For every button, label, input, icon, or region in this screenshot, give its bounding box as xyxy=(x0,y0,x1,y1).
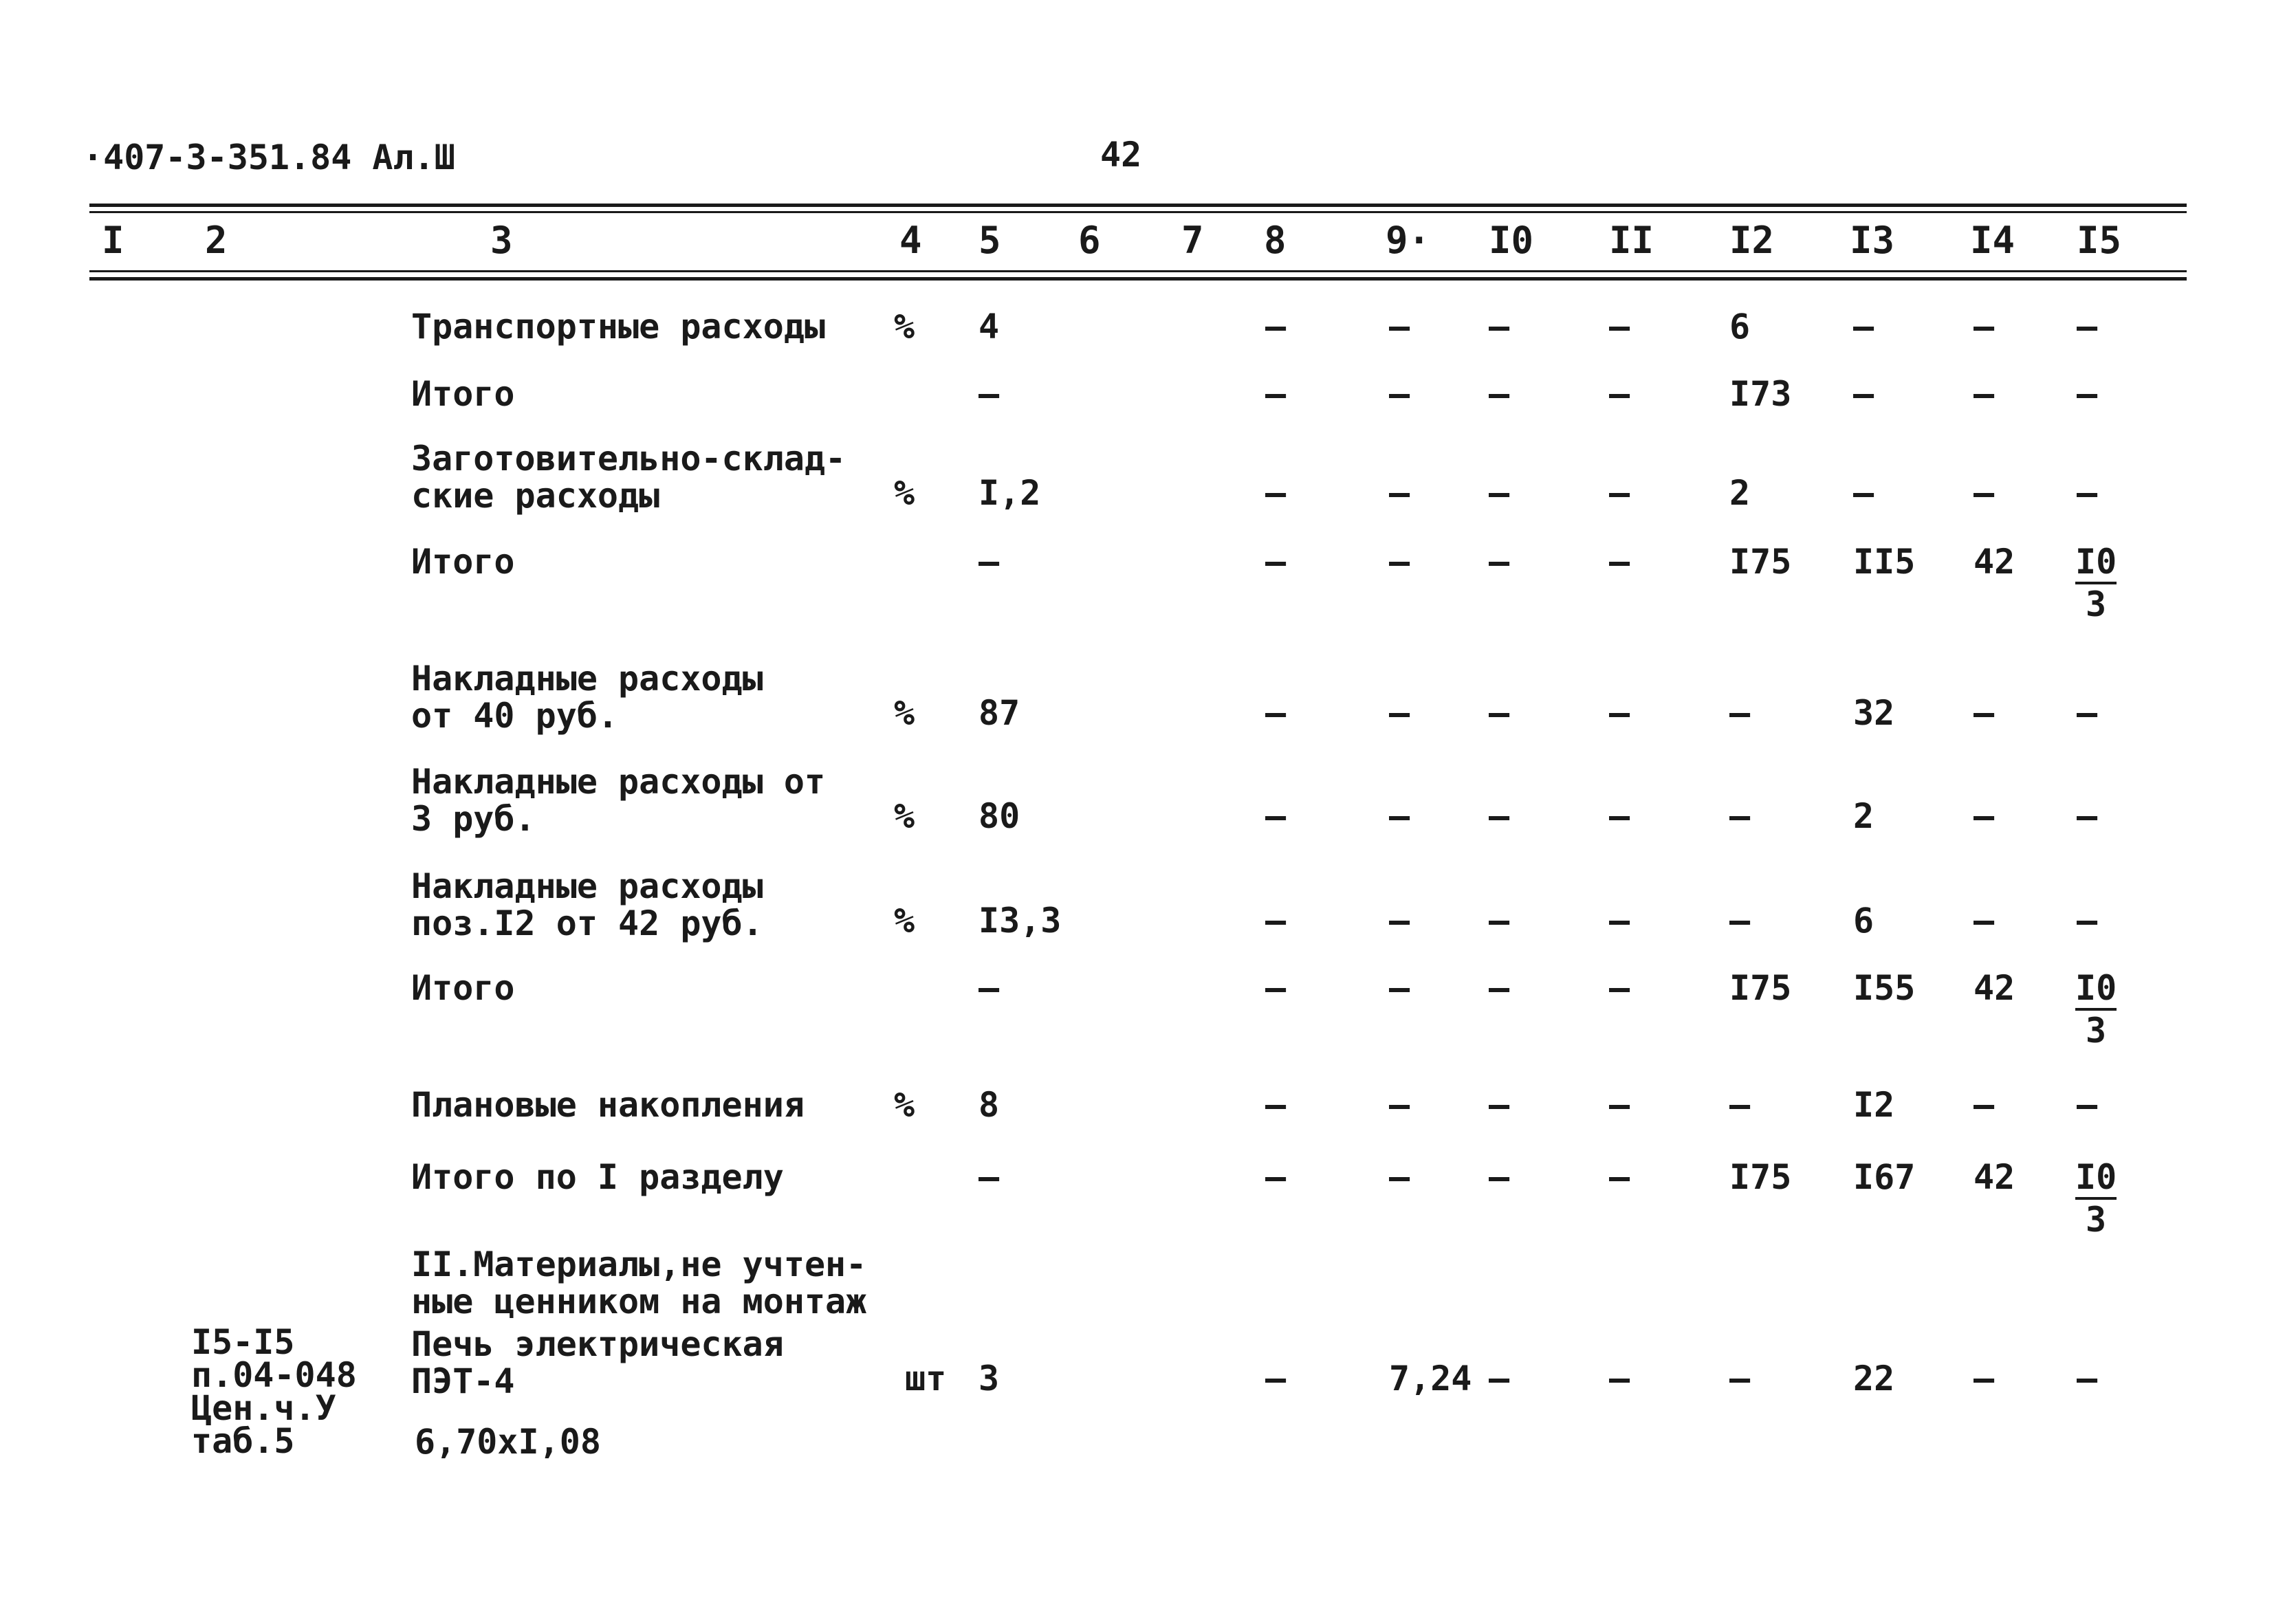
col9-cell: – xyxy=(1389,1157,1410,1197)
col5-cell: 4 xyxy=(979,307,1000,347)
col8-cell: – xyxy=(1265,542,1287,582)
row-label: Накладные расходы от 3 руб. xyxy=(411,762,826,839)
row-label: Транспортные расходы xyxy=(411,307,826,347)
fraction-numerator: I0 xyxy=(2075,1157,2117,1200)
col9-cell: – xyxy=(1389,796,1410,836)
col5-cell: – xyxy=(979,374,1000,414)
column-number-11: II xyxy=(1609,219,1654,262)
col12-cell: 6 xyxy=(1729,307,1751,347)
col14-cell: – xyxy=(1974,473,1995,513)
col8-cell: – xyxy=(1265,473,1287,513)
col15-fraction xyxy=(2075,968,2117,1051)
col12-cell: – xyxy=(1729,901,1751,941)
section-heading: II.Материалы,не учтен- ные ценником на монтаж xyxy=(411,1244,867,1321)
col11-cell: – xyxy=(1609,374,1630,414)
col5-cell: – xyxy=(979,968,1000,1008)
col12-cell: – xyxy=(1729,1359,1751,1398)
col10-cell: – xyxy=(1489,968,1510,1008)
col10-cell: – xyxy=(1489,473,1510,513)
column-number-12: I2 xyxy=(1729,219,1775,262)
unit-cell: % xyxy=(894,307,915,347)
column-number-6: 6 xyxy=(1078,219,1101,262)
row-label: Печь электрическая ПЭТ-4 xyxy=(411,1324,784,1401)
col5-cell: 80 xyxy=(979,796,1020,836)
col9-cell: 7,24 xyxy=(1389,1359,1472,1398)
col13-cell: 32 xyxy=(1853,693,1895,733)
table-top-rule-thin xyxy=(89,211,2187,213)
col11-cell: – xyxy=(1609,901,1630,941)
col11-cell: – xyxy=(1609,1157,1630,1197)
col10-cell: – xyxy=(1489,693,1510,733)
unit-cell: % xyxy=(894,901,915,941)
col11-cell: – xyxy=(1609,542,1630,582)
col12-cell: 2 xyxy=(1729,473,1751,513)
unit-cell: % xyxy=(894,693,915,733)
row-label: Итого по I разделу xyxy=(411,1157,784,1197)
column-number-8: 8 xyxy=(1264,219,1287,262)
column-number-4: 4 xyxy=(899,219,922,262)
col13-cell: I2 xyxy=(1853,1085,1895,1125)
column-number-15: I5 xyxy=(2077,219,2122,262)
price-formula: 6,70хI,08 xyxy=(415,1422,601,1462)
fraction-denominator: 3 xyxy=(2086,584,2107,624)
price-reference: I5-I5 п.04-048 Цен.ч.У таб.5 xyxy=(191,1322,357,1461)
col14-cell: – xyxy=(1974,693,1995,733)
row-label: Плановые накопления xyxy=(411,1085,805,1125)
col15-fraction xyxy=(2075,1157,2117,1240)
col14-cell: – xyxy=(1974,1085,1995,1125)
col12-cell: – xyxy=(1729,693,1751,733)
col14-cell: 42 xyxy=(1974,1157,2015,1197)
col9-cell: – xyxy=(1389,693,1410,733)
col15-cell: – xyxy=(2077,796,2098,836)
col8-cell: – xyxy=(1265,307,1287,347)
col12-cell: I75 xyxy=(1729,542,1792,582)
col11-cell: – xyxy=(1609,307,1630,347)
col9-cell: – xyxy=(1389,307,1410,347)
col10-cell: – xyxy=(1489,374,1510,414)
col11-cell: – xyxy=(1609,1359,1630,1398)
col9-cell: – xyxy=(1389,374,1410,414)
unit-cell: % xyxy=(894,1085,915,1125)
col15-cell: – xyxy=(2077,473,2098,513)
fraction-numerator: I0 xyxy=(2075,542,2117,584)
col14-cell: – xyxy=(1974,307,1995,347)
col14-cell: – xyxy=(1974,374,1995,414)
col12-cell: I75 xyxy=(1729,968,1792,1008)
col15-fraction xyxy=(2075,542,2117,624)
unit-cell: % xyxy=(894,473,915,513)
col9-cell: – xyxy=(1389,901,1410,941)
col8-cell: – xyxy=(1265,1359,1287,1398)
col14-cell: 42 xyxy=(1974,542,2015,582)
col15-cell: – xyxy=(2077,901,2098,941)
column-number-14: I4 xyxy=(1970,219,2015,262)
col8-cell: – xyxy=(1265,374,1287,414)
document-code: ·407-3-351.84 Ал.Ш xyxy=(83,138,455,177)
unit-cell: % xyxy=(894,796,915,836)
col8-cell: – xyxy=(1265,693,1287,733)
col9-cell: – xyxy=(1389,542,1410,582)
col14-cell: – xyxy=(1974,901,1995,941)
col10-cell: – xyxy=(1489,1157,1510,1197)
col5-cell: I3,3 xyxy=(979,901,1062,941)
column-number-5: 5 xyxy=(979,219,1001,262)
col11-cell: – xyxy=(1609,693,1630,733)
col13-cell: – xyxy=(1853,307,1874,347)
header-bottom-rule xyxy=(89,277,2187,281)
col13-cell: – xyxy=(1853,473,1874,513)
unit-cell: шт xyxy=(905,1359,947,1398)
col12-cell: I73 xyxy=(1729,374,1792,414)
col13-cell: I67 xyxy=(1853,1157,1916,1197)
col13-cell: 6 xyxy=(1853,901,1874,941)
col15-cell: – xyxy=(2077,374,2098,414)
row-label: Итого xyxy=(411,542,515,582)
col8-cell: – xyxy=(1265,968,1287,1008)
col14-cell: – xyxy=(1974,1359,1995,1398)
col11-cell: – xyxy=(1609,473,1630,513)
row-label: Итого xyxy=(411,968,515,1008)
col11-cell: – xyxy=(1609,796,1630,836)
col9-cell: – xyxy=(1389,473,1410,513)
col8-cell: – xyxy=(1265,901,1287,941)
col9-cell: – xyxy=(1389,1085,1410,1125)
column-number-10: I0 xyxy=(1489,219,1534,262)
row-label: Заготовительно-склад- ские расходы xyxy=(411,439,846,516)
col14-cell: – xyxy=(1974,796,1995,836)
col10-cell: – xyxy=(1489,1359,1510,1398)
fraction-numerator: I0 xyxy=(2075,968,2117,1011)
col5-cell: 3 xyxy=(979,1359,1000,1398)
fraction-denominator: 3 xyxy=(2086,1200,2107,1240)
col5-cell: – xyxy=(979,542,1000,582)
col5-cell: I,2 xyxy=(979,473,1041,513)
col10-cell: – xyxy=(1489,901,1510,941)
col8-cell: – xyxy=(1265,796,1287,836)
col5-cell: 8 xyxy=(979,1085,1000,1125)
col15-cell: – xyxy=(2077,1359,2098,1398)
col15-cell: – xyxy=(2077,307,2098,347)
col15-cell: – xyxy=(2077,693,2098,733)
col13-cell: I55 xyxy=(1853,968,1916,1008)
row-label: Накладные расходы поз.I2 от 42 руб. xyxy=(411,866,763,943)
col9-cell: – xyxy=(1389,968,1410,1008)
table-top-rule xyxy=(89,204,2187,207)
col10-cell: – xyxy=(1489,796,1510,836)
col5-cell: 87 xyxy=(979,693,1020,733)
col13-cell: II5 xyxy=(1853,542,1916,582)
col8-cell: – xyxy=(1265,1085,1287,1125)
col12-cell: – xyxy=(1729,1085,1751,1125)
page-number: 42 xyxy=(1100,135,1142,175)
col13-cell: 2 xyxy=(1853,796,1874,836)
row-label: Итого xyxy=(411,374,515,414)
col10-cell: – xyxy=(1489,307,1510,347)
header-bottom-rule-thin xyxy=(89,270,2187,272)
column-number-13: I3 xyxy=(1850,219,1895,262)
col12-cell: I75 xyxy=(1729,1157,1792,1197)
col14-cell: 42 xyxy=(1974,968,2015,1008)
col5-cell: – xyxy=(979,1157,1000,1197)
col11-cell: – xyxy=(1609,1085,1630,1125)
column-number-9: 9· xyxy=(1386,219,1431,262)
col10-cell: – xyxy=(1489,542,1510,582)
col8-cell: – xyxy=(1265,1157,1287,1197)
col10-cell: – xyxy=(1489,1085,1510,1125)
col13-cell: 22 xyxy=(1853,1359,1895,1398)
column-number-2: 2 xyxy=(205,219,228,262)
col12-cell: – xyxy=(1729,796,1751,836)
col15-cell: – xyxy=(2077,1085,2098,1125)
col13-cell: – xyxy=(1853,374,1874,414)
column-number-3: 3 xyxy=(490,219,513,262)
column-number-1: I xyxy=(102,219,124,262)
row-label: Накладные расходы от 40 руб. xyxy=(411,659,763,736)
fraction-denominator: 3 xyxy=(2086,1011,2107,1051)
column-number-7: 7 xyxy=(1181,219,1204,262)
col11-cell: – xyxy=(1609,968,1630,1008)
